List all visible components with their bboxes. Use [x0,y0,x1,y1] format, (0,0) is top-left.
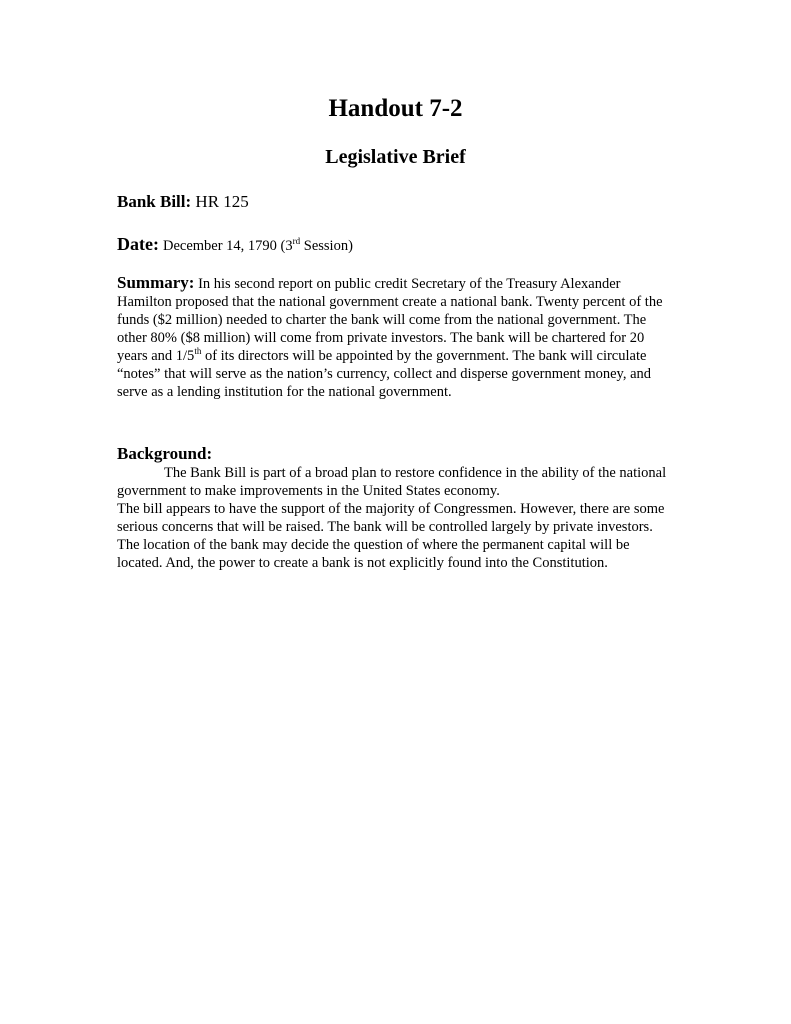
bank-bill-label: Bank Bill: [117,192,192,211]
summary-text-continued: of its directors will be appointed by the government. The bank will circulate “notes” that will serve as the nation’s currency, collect and disperse government money, and serve as a lending institution for the national government. [117,348,652,400]
background-paragraph-1 [117,464,677,500]
date-value-superscript: rd [292,236,301,247]
summary-superscript: th [194,346,202,357]
bank-bill-line [117,191,677,213]
summary-text: In his second report on public credit Secretary of the Treasury Alexander Hamilton proposed that the national government create a national bank. Twenty percent of the funds ($2 million) needed to charter the bank will come from the national government. The other 80% ($8 million) will come from private investors. The bank will be chartered for 20 years and 1/5 [117,276,663,364]
date-line [117,232,677,258]
date-value [163,238,353,254]
handout-subtitle: Legislative Brief [325,146,466,168]
date-value-suffix: Session) [300,238,353,254]
background-paragraph-1-text: The Bank Bill is part of a broad plan to restore confidence in the ability of the national government to make improvements in the United States economy. [117,465,667,499]
background-section [117,464,677,572]
background-heading: Background: [117,444,213,463]
date-label: Date: [117,234,159,254]
summary-label: Summary: [117,273,195,292]
summary-section [117,274,677,401]
background-paragraph-2: The bill appears to have the support of the majority of Congressmen. However, there are some serious concerns that will be raised. The bank will be controlled largely by private investors. The location of the bank may decide the question of where the permanent capital will be located. And, the power to create a bank is not explicitly found into the Constitution. [117,501,665,571]
bank-bill-value: HR 125 [195,192,249,211]
handout-title: Handout 7-2 [328,95,463,122]
date-value-text: December 14, 1790 (3 [162,238,293,254]
